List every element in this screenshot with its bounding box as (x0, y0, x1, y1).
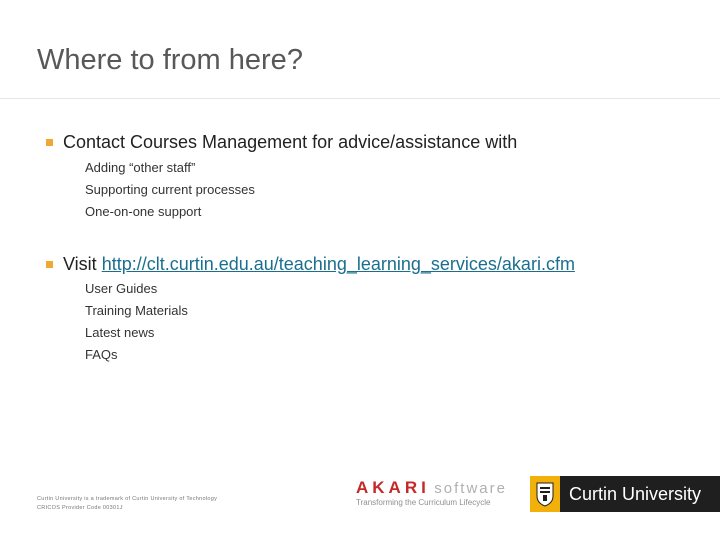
sub-item-user-guides: User Guides (85, 281, 158, 296)
curtin-wordmark: Curtin University (569, 483, 702, 504)
curtin-logo (530, 476, 720, 512)
bullet-visit (46, 254, 575, 275)
sub-item-adding-staff: Adding “other staff” (85, 160, 196, 175)
akari-tagline: Transforming the Curriculum Lifecycle (356, 498, 491, 507)
bullet-contact-text: Contact Courses Management for advice/assistance with (63, 132, 518, 152)
footer-trademark: Curtin University is a trademark of Curtin University of Technology (37, 496, 218, 502)
visit-prefix: Visit (63, 254, 102, 274)
bullet-visit-text (63, 254, 575, 275)
footer-cricos: CRICOS Provider Code 00301J (37, 505, 123, 511)
akari-wordmark: AKARI (356, 478, 430, 497)
sub-item-one-on-one: One-on-one support (85, 204, 202, 219)
sub-item-supporting: Supporting current processes (85, 182, 255, 197)
square-bullet-icon (46, 261, 53, 268)
bullet-contact (46, 132, 517, 153)
akari-logo (356, 478, 526, 514)
title-divider (0, 98, 720, 99)
akari-software-text: software (434, 480, 507, 497)
akari-link[interactable]: http://clt.curtin.edu.au/teaching_learning_services/akari.cfm (101, 254, 575, 274)
sub-item-training: Training Materials (85, 303, 188, 318)
square-bullet-icon (46, 139, 53, 146)
sub-item-news: Latest news (85, 325, 155, 340)
slide-title: Where to from here? (37, 44, 303, 76)
sub-item-faqs: FAQs (85, 347, 118, 362)
crest-icon (530, 476, 560, 512)
